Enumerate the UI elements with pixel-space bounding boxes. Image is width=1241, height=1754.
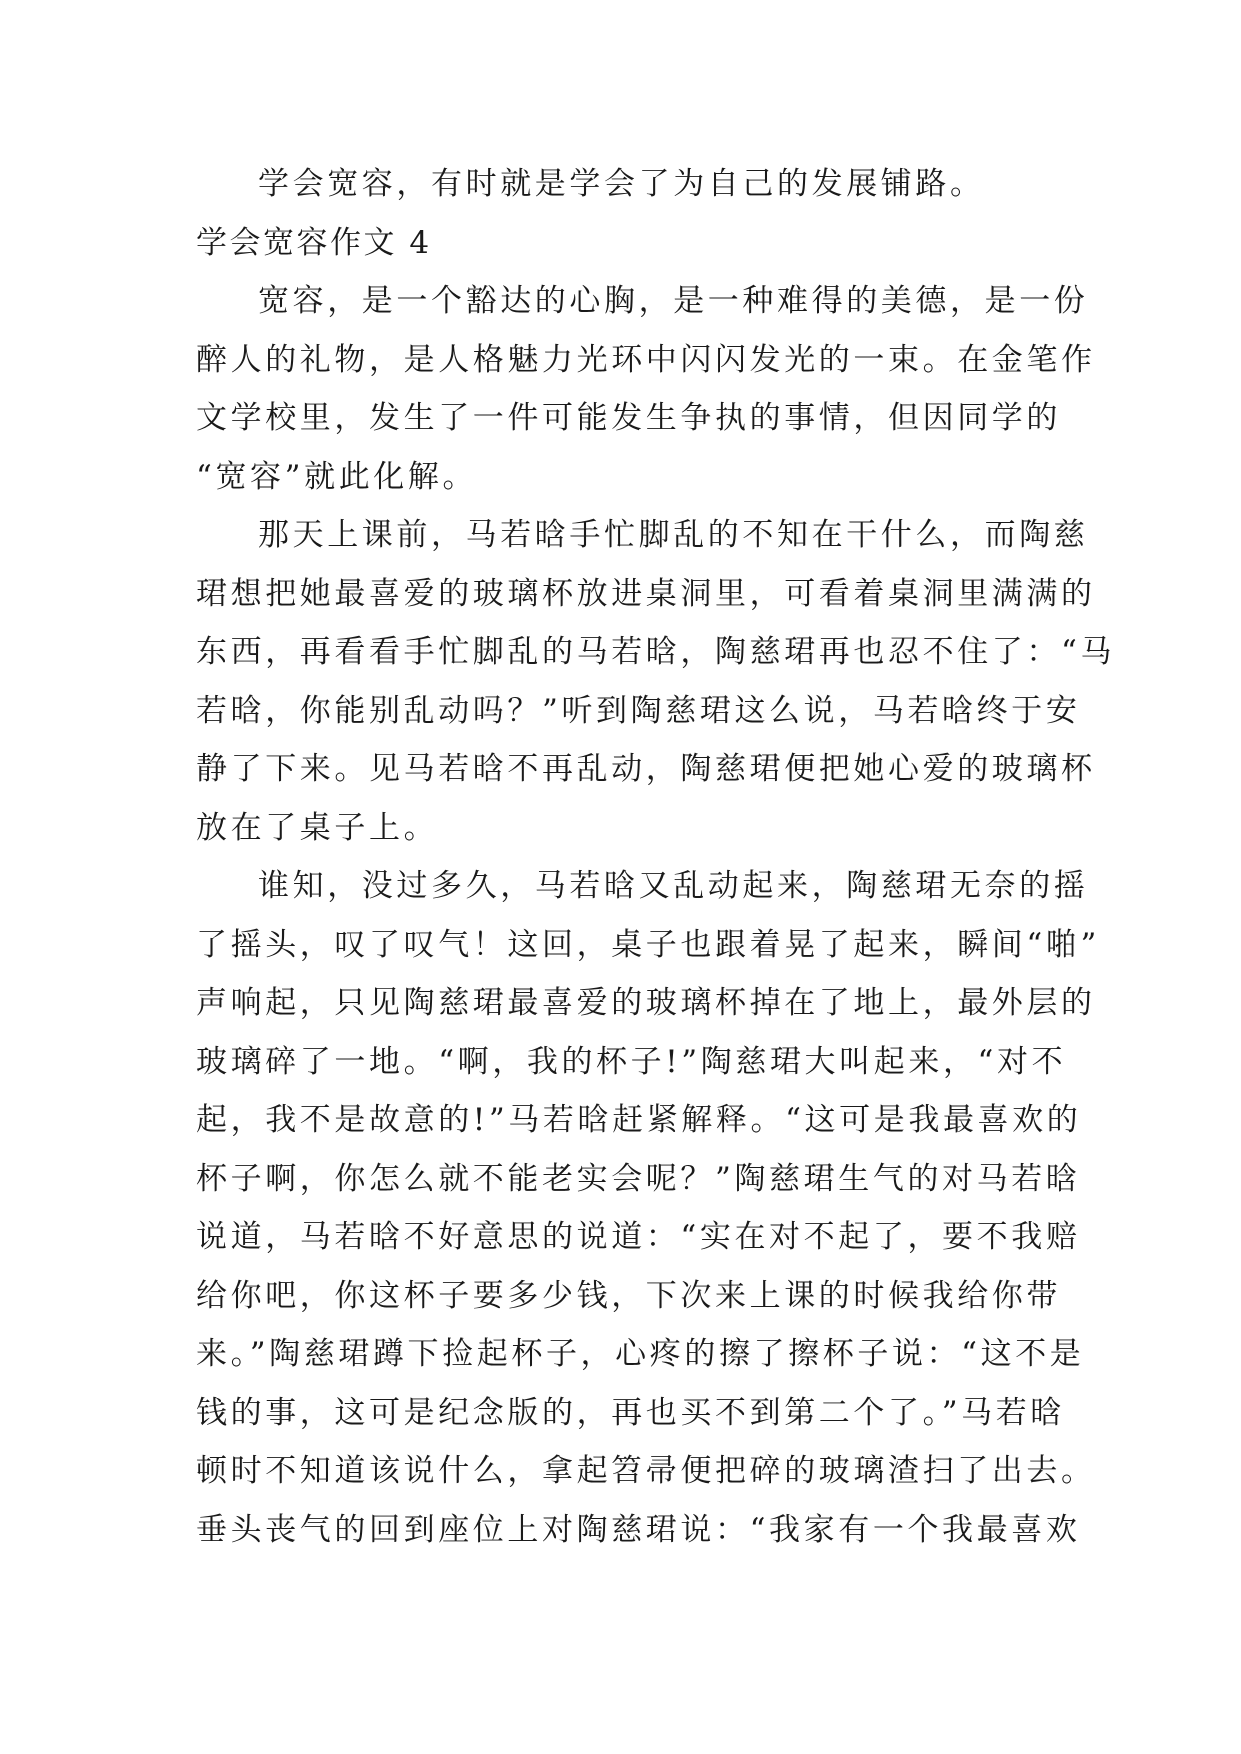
text-line: 静了下来。见马若晗不再乱动，陶慈珺便把她心爱的玻璃杯 bbox=[196, 751, 1096, 787]
text-line: 了摇头，叹了叹气！这回，桌子也跟着晃了起来，瞬间“啪” bbox=[196, 926, 1100, 963]
text-line: 放在了桌子上。 bbox=[196, 809, 439, 846]
text-line: 宽容，是一个豁达的心胸，是一种难得的美德，是一份 bbox=[258, 283, 1089, 319]
text-line: 若晗，你能别乱动吗？”听到陶慈珺这么说，马若晗终于安 bbox=[196, 692, 1081, 729]
text-line: 玻璃碎了一地。“啊，我的杯子!”陶慈珺大叫起来，“对不 bbox=[196, 1043, 1067, 1080]
text-line: 珺想把她最喜爱的玻璃杯放进桌洞里，可看着桌洞里满满的 bbox=[196, 575, 1096, 612]
text-line: 说道，马若晗不好意思的说道：“实在对不起了，要不我赔 bbox=[196, 1219, 1081, 1255]
text-line: 东西，再看看手忙脚乱的马若晗，陶慈珺再也忍不住了：“马 bbox=[196, 634, 1116, 670]
text-line: 起，我不是故意的!”马若晗赶紧解释。“这可是我最喜欢的 bbox=[196, 1102, 1082, 1138]
paragraph-closing-line: 学会宽容，有时就是学会了为自己的发展铺路。 bbox=[258, 166, 985, 202]
text-line: 文学校里，发生了一件可能发生争执的事情，但因同学的 bbox=[196, 400, 1061, 436]
text-line: 那天上课前，马若晗手忙脚乱的不知在干什么，而陶慈 bbox=[258, 517, 1089, 553]
text-line: 声响起，只见陶慈珺最喜爱的玻璃杯掉在了地上，最外层的 bbox=[196, 985, 1096, 1021]
document-body bbox=[196, 155, 1116, 1559]
text-line: “宽容”就此化解。 bbox=[196, 458, 478, 495]
text-line: 给你吧，你这杯子要多少钱，下次来上课的时候我给你带 bbox=[196, 1277, 1061, 1314]
text-line: 谁知，没过多久，马若晗又乱动起来，陶慈珺无奈的摇 bbox=[258, 868, 1089, 904]
text-line: 钱的事，这可是纪念版的，再也买不到第二个了。”马若晗 bbox=[196, 1394, 1065, 1431]
text-line: 醉人的礼物，是人格魅力光环中闪闪发光的一束。在金笔作 bbox=[196, 341, 1096, 378]
text-line: 顿时不知道该说什么，拿起笤帚便把碎的玻璃渣扫了出去。 bbox=[196, 1453, 1096, 1489]
section-heading: 学会宽容作文 4 bbox=[196, 224, 432, 261]
text-line: 来。”陶慈珺蹲下捡起杯子，心疼的擦了擦杯子说：“这不是 bbox=[196, 1336, 1085, 1372]
text-line: 杯子啊，你怎么就不能老实会呢？”陶慈珺生气的对马若晗 bbox=[196, 1160, 1081, 1197]
text-line: 垂头丧气的回到座位上对陶慈珺说：“我家有一个我最喜欢 bbox=[196, 1511, 1081, 1548]
